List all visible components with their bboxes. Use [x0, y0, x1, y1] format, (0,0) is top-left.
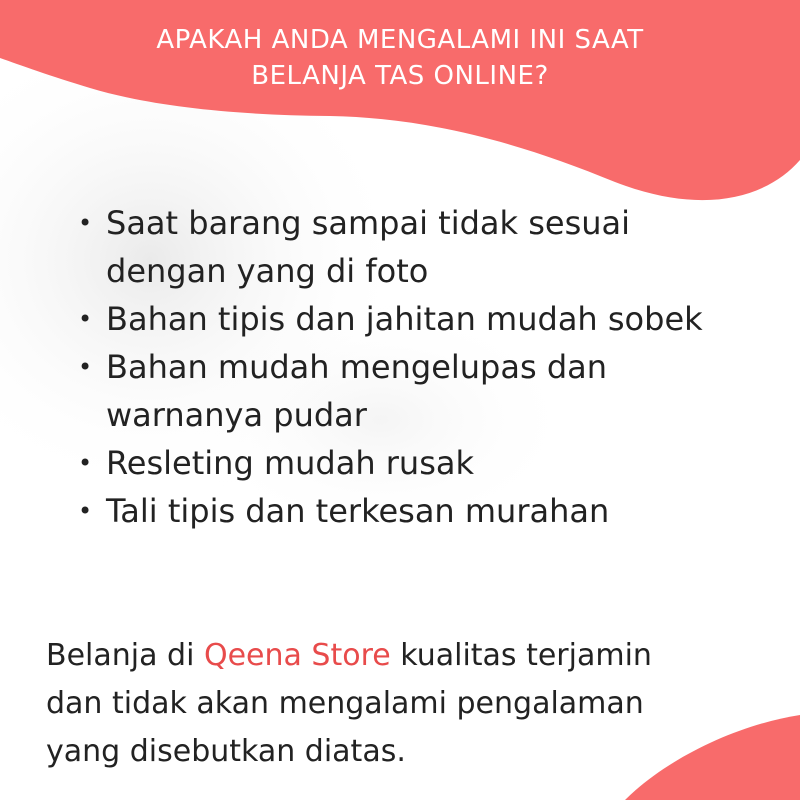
list-item	[78, 439, 768, 487]
closing-line-1	[46, 632, 766, 680]
closing-paragraph	[46, 632, 766, 776]
list-item	[78, 199, 768, 295]
list-item-line: Tali tipis dan terkesan murahan	[106, 492, 610, 530]
page-title	[0, 22, 800, 94]
bullet-icon: •	[78, 305, 93, 333]
bullet-icon: •	[78, 497, 93, 525]
list-item-line: Saat barang sampai tidak sesuai	[106, 204, 631, 242]
bullet-icon: •	[78, 449, 93, 477]
closing-suffix: kualitas terjamin	[390, 638, 652, 673]
bullet-icon: •	[78, 353, 93, 381]
list-item	[78, 295, 768, 343]
problem-list	[78, 199, 768, 535]
brand-name: Qeena Store	[203, 638, 391, 673]
list-item-line: dengan yang di foto	[106, 252, 429, 290]
list-item	[78, 487, 768, 535]
title-line-1: APAKAH ANDA MENGALAMI INI SAAT	[156, 25, 644, 55]
list-item	[78, 343, 768, 439]
closing-line-3: yang disebutkan diatas.	[46, 734, 406, 769]
bullet-icon: •	[78, 209, 93, 237]
title-line-2: BELANJA TAS ONLINE?	[251, 61, 549, 91]
list-item-line: Bahan tipis dan jahitan mudah sobek	[106, 300, 703, 338]
list-item-line: warnanya pudar	[106, 396, 367, 434]
closing-prefix: Belanja di	[46, 638, 204, 673]
list-item-line: Resleting mudah rusak	[106, 444, 475, 482]
closing-line-2: dan tidak akan mengalami pengalaman	[46, 686, 644, 721]
list-item-line: Bahan mudah mengelupas dan	[106, 348, 608, 386]
